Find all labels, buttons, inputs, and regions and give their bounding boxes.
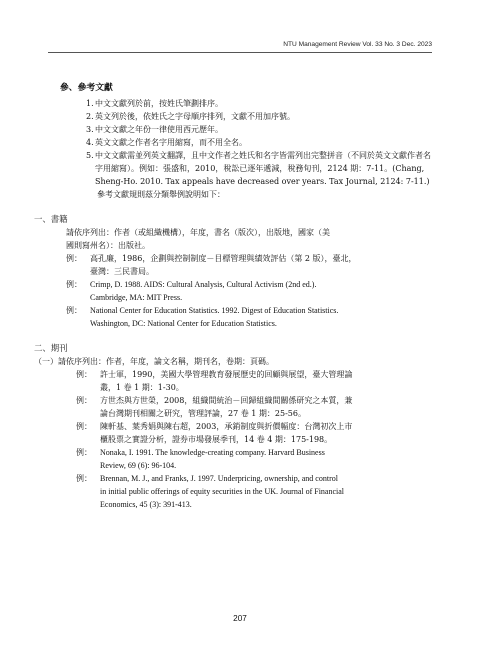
example-line: 高孔廉，1986，企劃與控制制度－目標管理與績效評估（第 2 版），臺北，	[90, 254, 357, 263]
rules-note: 參考文獻規則茲分類舉例說明如下：	[97, 190, 225, 199]
page-number: 207	[233, 614, 247, 623]
example-line: National Center for Education Statistics. 1992. Digest of Education Statistics.	[90, 306, 339, 315]
list-item	[56, 149, 436, 188]
list-number: 2.	[86, 112, 94, 121]
example-entry	[76, 446, 436, 472]
example-line: 陳軒基、葉秀娟與陳右超，2003，承銷制度與折價幅度：台灣初次上市	[100, 422, 353, 431]
example-line: Review, 69 (6): 96-104.	[100, 461, 177, 470]
example-label: 例：	[76, 448, 92, 457]
format-line: 國則寫州名）：出版社。	[66, 241, 150, 250]
list-number: 5.	[86, 151, 94, 160]
list-text: 中文文獻之年份一律使用西元歷年。	[95, 125, 223, 134]
example-label: 例：	[66, 306, 82, 315]
running-header: NTU Management Review Vol. 33 No. 3 Dec. 2023	[283, 41, 432, 48]
books-block	[56, 226, 436, 330]
example-entry	[66, 304, 436, 330]
page-body	[34, 82, 436, 511]
list-text: 英文列於後，依姓氏之字母順序排列，文獻不用加序號。	[95, 112, 295, 121]
example-line: Crimp, D. 1988. AIDS: Cultural Analysis, Cultural Activism (2nd ed.).	[90, 280, 317, 289]
example-entry	[66, 252, 436, 278]
example-line: 櫃股票之實證分析，證券市場發展季刊，14 卷 4 期：175-198。	[100, 435, 333, 444]
example-line: Brennan, M. J., and Franks, J. 1997. Underpricing, ownership, and control	[100, 474, 338, 483]
list-number: 1.	[86, 99, 94, 108]
header-divider	[48, 52, 432, 53]
example-label: 例：	[76, 474, 92, 483]
format-line: （一）請依序列出：作者，年度，論文名稱，期刊名，卷期：頁碼。	[34, 357, 274, 366]
example-line: 論台灣期刊相關之研究，管理評論，27 卷 1 期：25-56。	[100, 409, 306, 418]
journals-heading: 二、期刊	[34, 343, 68, 353]
example-entry	[76, 472, 436, 511]
example-label: 例：	[66, 254, 82, 263]
example-line: 臺灣：三民書局。	[90, 267, 154, 276]
example-line: 許士軍，1990，美國大學管理教育發展歷史的回顧與展望，臺大管理論	[100, 370, 353, 379]
journals-block	[34, 355, 436, 511]
rules-list	[56, 97, 436, 201]
example-entry	[76, 394, 436, 420]
example-label: 例：	[76, 422, 92, 431]
example-line: Economics, 45 (3): 391-413.	[100, 500, 192, 509]
list-item	[56, 136, 436, 149]
list-number: 3.	[86, 125, 94, 134]
example-line: Nonaka, I. 1991. The knowledge-creating company. Harvard Business	[100, 448, 325, 457]
example-line: in initial public offerings of equity securities in the UK. Journal of Financial	[100, 487, 345, 496]
example-label: 例：	[76, 396, 92, 405]
example-line: Cambridge, MA: MIT Press.	[90, 293, 183, 302]
example-line: 叢，1 卷 1 期：1-30。	[100, 383, 184, 392]
books-heading: 一、書籍	[34, 214, 68, 224]
list-text: 中文文獻列於前，按姓氏筆劃排序。	[95, 99, 223, 108]
list-item	[56, 123, 436, 136]
format-line: 請依序列出：作者（或組織機構），年度，書名（版次），出版地，國家（美	[66, 228, 330, 237]
example-line: Washington, DC: National Center for Education Statistics.	[90, 319, 277, 328]
section-title: 參、參考文獻	[60, 83, 113, 93]
example-entry	[66, 278, 436, 304]
list-item	[56, 110, 436, 123]
list-text: 中文文獻需並列英文翻譯，且中文作者之姓氏和名字皆需列出完整拼音（不同於英文文獻作者名字用縮寫）。例如：張盛和，2010，稅訟已逐年遞減，稅務旬刊，2124 期：7-11。(Chang, Sheng-Ho. 2010. Tax appeals have decreased over years. Tax Journal, 2124: 7-11.)	[95, 151, 431, 186]
example-entry	[76, 420, 436, 446]
example-label: 例：	[66, 280, 82, 289]
example-label: 例：	[76, 370, 92, 379]
list-number: 4.	[86, 138, 94, 147]
example-line: 方世杰與方世榮，2008，組織間統治－回歸組織間關係研究之本質，兼	[100, 396, 353, 405]
example-entry	[76, 368, 436, 394]
list-text: 英文文獻之作者名字用縮寫，而不用全名。	[95, 138, 247, 147]
list-item	[56, 97, 436, 110]
